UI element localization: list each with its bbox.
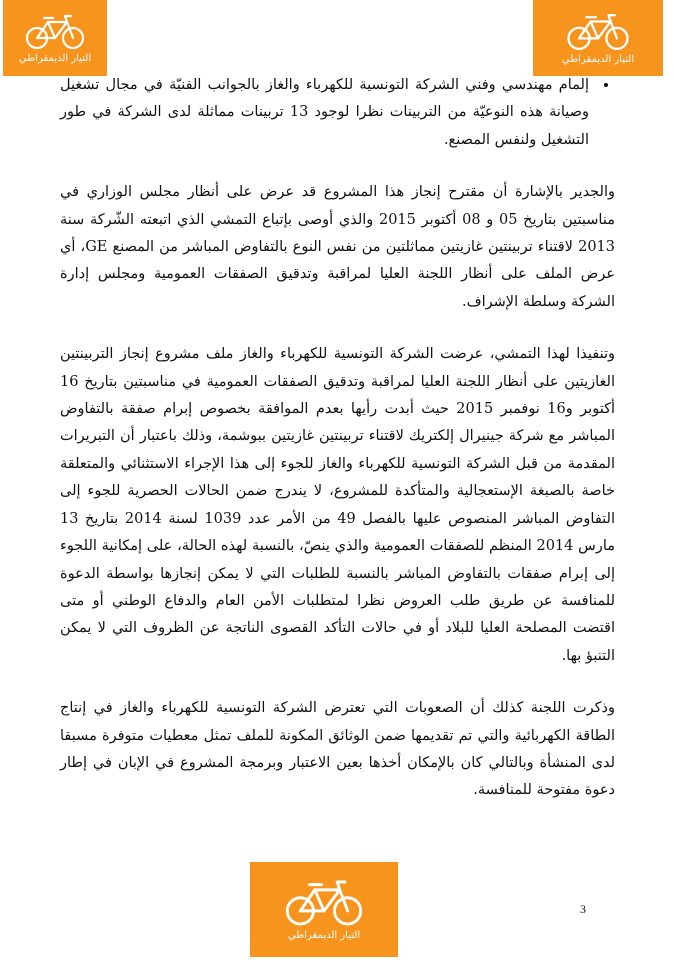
page-number: 3 <box>580 902 586 916</box>
paragraph: وتنفيذا لهذا التمشي، عرضت الشركة التونسية للكهرباء والغاز ملف مشروع إنجاز التربينتين الغازيتين على أنظار اللجنة العليا لمراقبة وتدقيق الصفقات العمومية في مناسبتين بتاريخ 16 أكتوبر و16 نوفمبر 2015 حيث أبدت رأيها بعدم الموافقة بخصوص إبرام صفقة بالتفاوض المباشر مع شركة جينيرال إلكتريك لاقتناء تربينتين غازيتين ببوشمة، وذلك باعتبار أن التبريرات المقدمة من قبل الشركة التونسية للكهرباء والغاز للجوء إلى هذا الإجراء الاستثنائي والمتعلقة خاصة بالصبغة الإستعجالية والمتأكدة للمشروع، لا يندرج ضمن الحالات الحصرية للجوء إلى التفاوض المباشر المنصوص عليها بالفصل 49 من الأمر عدد 1039 لسنة 2014 بتاريخ 13 مارس 2014 المنظم للصفقات العمومية والذي ينصّ، بالنسبة لهذه الحالة، على إمكانية اللجوء إلى إبرام صفقات بالتفاوض المباشر بالنسبة للطلبات التي لا يمكن إنجازها بواسطة الدعوة للمنافسة عن طريق طلب العروض نظرا لمتطلبات الأمن العام والدفاع الوطني أو متى اقتضت المصلحة العليا للبلاد أو في حالات التأكد القصوى الناتجة عن الظروف التي لا يمكن التنبؤ بها. <box>60 346 615 664</box>
logo-bottom <box>250 862 398 957</box>
logo-top-right <box>533 0 663 76</box>
bullet-item: • إلمام مهندسي وفني الشركة التونسية للكهرباء والغاز بالجوانب الفنيّة في مجال تشغيل وصيانة هذه النوعيّة من التربينات نظرا لوجود 13 تربينات مماثلة لدى الشركة في طور التشغيل ولنفس المصنع. <box>60 72 593 154</box>
paragraph: وذكرت اللجنة كذلك أن الصعوبات التي تعترض الشركة التونسية للكهرباء والغاز في إنتاج الطاقة الكهربائية والتي تم تقديمها ضمن الوثائق المكونة للملف تمثل معطيات متوفرة مسبقا لدى المنشأة وبالتالي كان بالإمكان أخذها بعين الاعتبار وبرمجة المشروع في الإبان في إطار دعوة مفتوحة للمنافسة. <box>60 700 615 799</box>
logo-text: التيار الديمقراطي <box>18 52 92 64</box>
bullet-list <box>60 72 615 154</box>
paragraph: والجدير بالإشارة أن مقترح إنجاز هذا المشروع قد عرض على أنظار مجلس الوزاري في مناسبتين بتاريخ 05 و 08 أكتوبر 2015 والذي أوصى بإتباع التمشي الذي اتبعته الشّركة سنة 2013 لاقتناء تربينتين غازيتين مماثلتين من نفس النوع بالتفاوض المباشر من المصنع GE، أي عرض الملف على أنظار اللجنة العليا لمراقبة وتدقيق الصفقات العمومية ومجلس إدارة الشركة وسلطة الإشراف. <box>60 184 615 310</box>
bicycle-icon <box>23 13 87 51</box>
logo-text: التيار الديمقراطي <box>561 53 635 65</box>
logo-top-left <box>3 0 107 76</box>
bicycle-icon <box>282 878 366 928</box>
document-body <box>60 72 615 830</box>
bicycle-icon <box>562 12 634 52</box>
logo-text: التيار الديمقراطي <box>287 930 361 941</box>
